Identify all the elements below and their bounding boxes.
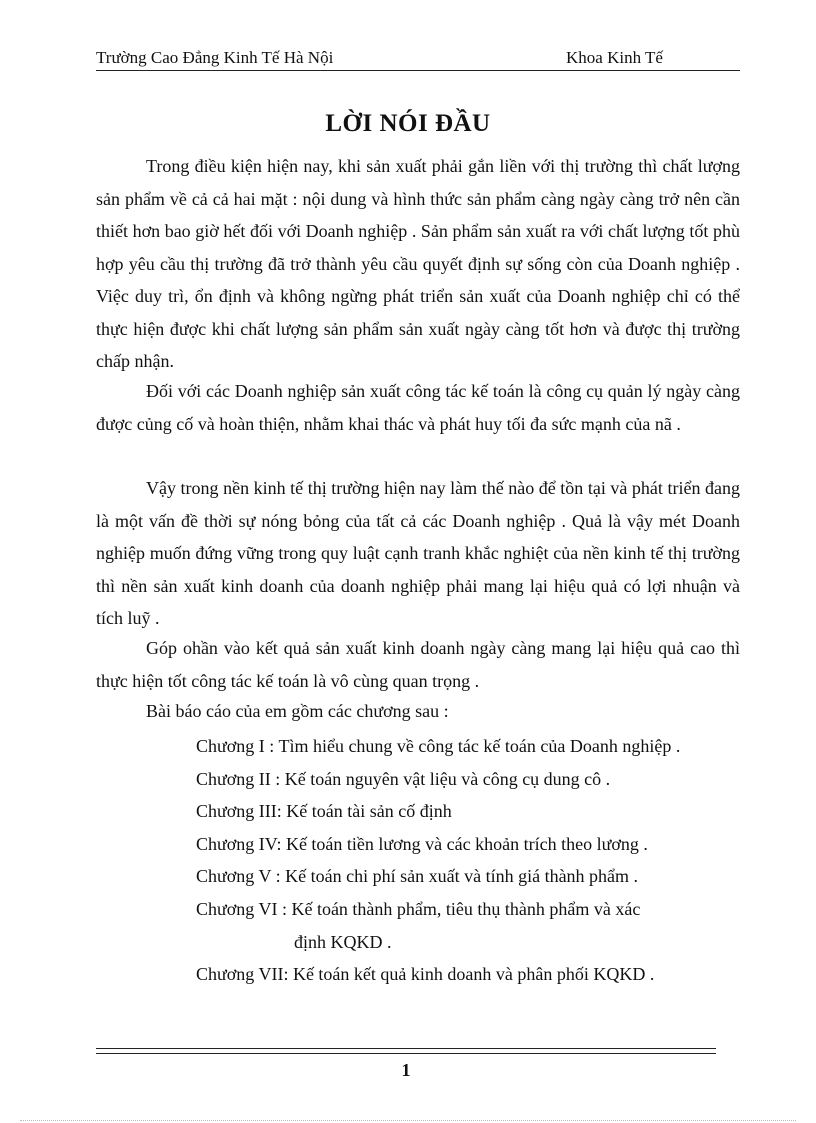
chapter-item: Chương V : Kế toán chi phí sản xuất và tính giá thành phẩm . xyxy=(196,866,639,887)
paragraph-2 xyxy=(96,375,740,440)
school-name: Trường Cao Đẳng Kinh Tế Hà Nội xyxy=(96,48,334,67)
footer-divider xyxy=(96,1048,716,1054)
chapter-item: Chương I : Tìm hiểu chung về công tác kế toán của Doanh nghiệp . xyxy=(196,736,681,756)
chapter-item: Chương IV: Kế toán tiền lương và các khoản trích theo lương . xyxy=(196,833,648,854)
page-edge-divider xyxy=(20,1120,796,1121)
paragraph-text: Vậy trong nền kinh tế thị trường hiện nay làm thế nào để tồn tại và phát triển đang là một vấn đề thời sự nóng bỏng của tất cả các Doanh nghiệp . Quả là vậy mét Doanh nghiệp muốn đứng vững trong quy luật cạnh tranh khắc nghiệt của nền kinh tế thị trường thì nền sản xuất kinh doanh của doanh nghiệp phải mang lại hiệu quả có lợi nhuận và tích luỹ . xyxy=(96,478,740,628)
chapter-item: Chương III: Kế toán tài sản cố định xyxy=(196,801,452,822)
paragraph-text: Đối với các Doanh nghiệp sản xuất công tác kế toán là công cụ quản lý ngày càng được củng cố và hoàn thiện, nhằm khai thác và phát huy tối đa sức mạnh của nã . xyxy=(96,381,740,434)
chapter-item: Chương VII: Kế toán kết quả kinh doanh và phân phối KQKD . xyxy=(196,964,655,985)
page-number: 1 xyxy=(401,1060,411,1080)
faculty-name: Khoa Kinh Tế xyxy=(566,48,663,67)
paragraph-text: Góp ohần vào kết quả sản xuất kinh doanh ngày càng mang lại hiệu quả cao thì thực hiện tốt công tác kế toán là vô cùng quan trọng . xyxy=(96,638,740,691)
chapter-list xyxy=(196,734,756,995)
chapter-item-continuation: định KQKD . xyxy=(294,931,392,952)
chapter-item: Chương VI : Kế toán thành phẩm, tiêu thụ thành phẩm và xác xyxy=(196,898,641,919)
paragraph-text: Trong điều kiện hiện nay, khi sản xuất phải gắn liền với thị trường thì chất lượng sản phẩm về cả cả hai mặt : nội dung và hình thức sản phẩm càng ngày càng trở nên cần thiết hơn bao giờ hết đối với Doanh nghiệp . Sản phẩm sản xuất ra với chất lượng tốt phù hợp yêu cầu thị trường đã trở thành yêu cầu quyết định sự sống còn của Doanh nghiệp . Việc duy trì, ổn định và không ngừng phát triển sản xuất của Doanh nghiệp chỉ có thể thực hiện được khi chất lượng sản phẩm sản xuất ngày càng tốt hơn và được thị trường chấp nhận. xyxy=(96,156,740,371)
paragraph-1 xyxy=(96,150,740,378)
paragraph-3 xyxy=(96,472,740,635)
document-title: LỜI NÓI ĐẦU xyxy=(325,110,491,137)
chapter-intro: Bài báo cáo của em gồm các chương sau : xyxy=(146,701,449,721)
page-header xyxy=(96,48,740,71)
paragraph-4 xyxy=(96,632,740,697)
chapter-item: Chương II : Kế toán nguyên vật liệu và công cụ dung cô . xyxy=(196,768,611,789)
